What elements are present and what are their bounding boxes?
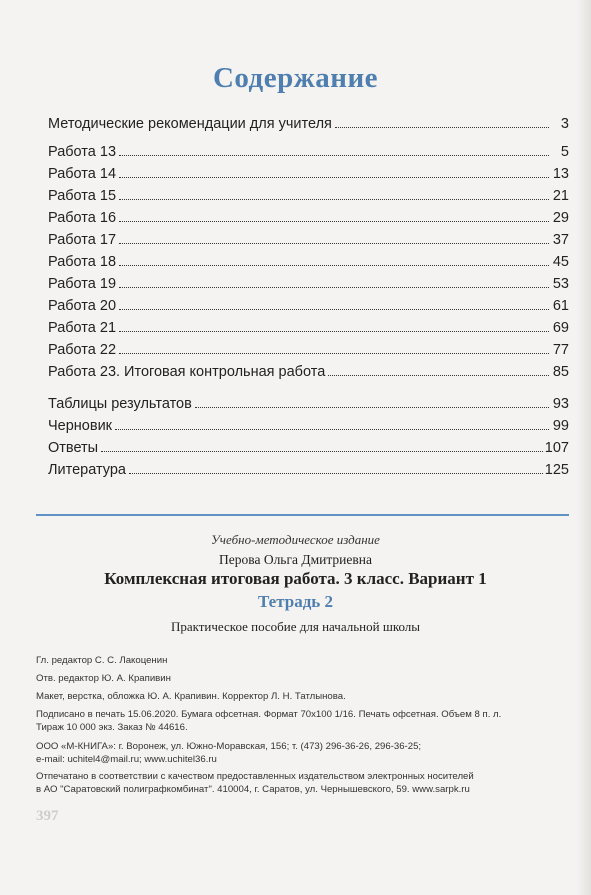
toc-entry-page-number: 99 — [552, 418, 569, 434]
imprint-block — [36, 708, 576, 734]
toc-entry-title: Работа 21 — [48, 320, 117, 336]
print-info-line-2: Тираж 10 000 экз. Заказ № 44616. — [36, 722, 188, 733]
toc-entry-page-number: 61 — [552, 298, 569, 314]
toc-entry-page-number: 45 — [552, 254, 569, 270]
toc-entry-title: Работа 19 — [48, 276, 117, 292]
toc-entry-page-number: 29 — [552, 210, 569, 226]
toc-entry — [48, 336, 569, 358]
contents-heading: Содержание — [212, 62, 379, 94]
book-title: Комплексная итоговая работа. 3 класс. Вариант 1 — [104, 569, 487, 588]
toc-entry — [48, 434, 569, 456]
author-name: Перова Ольга Дмитриевна — [219, 552, 372, 567]
dot-leader — [129, 473, 543, 474]
page-folio: 397 — [36, 808, 59, 824]
toc-entry-title: Работа 14 — [48, 166, 117, 182]
editor-in-chief: Гл. редактор С. С. Лакоценин — [36, 655, 168, 666]
toc-entry — [48, 248, 569, 270]
toc-entry-title: Работа 20 — [48, 298, 117, 314]
toc-entry-page-number: 5 — [560, 144, 569, 160]
toc-entry-page-number: 93 — [552, 396, 569, 412]
toc-entry-page-number: 37 — [552, 232, 569, 248]
dot-leader — [119, 287, 549, 288]
toc-entry — [48, 412, 569, 434]
toc-entry-title: Работа 22 — [48, 342, 117, 358]
toc-entry-page-number: 85 — [552, 364, 569, 380]
print-info-line-1: Подписано в печать 15.06.2020. Бумага офсетная. Формат 70х100 1/16. Печать офсетная. Объем 8 п. л. — [36, 709, 502, 720]
toc-entry — [48, 358, 569, 380]
dot-leader — [119, 155, 549, 156]
dot-leader — [101, 451, 543, 452]
notebook-number: Тетрадь 2 — [257, 592, 334, 611]
printer-info-line-1: Отпечатано в соответствии с качеством предоставленных издательством электронных носителей — [36, 771, 474, 782]
toc-entry-page-number: 3 — [560, 116, 569, 132]
publisher-contacts: e-mail: uchitel4@mail.ru; www.uchitel36.ru — [36, 754, 217, 765]
toc-entry — [48, 292, 569, 314]
dot-leader — [119, 265, 549, 266]
toc-entry-page-number: 125 — [544, 462, 569, 478]
toc-entry-title: Литература — [48, 462, 126, 478]
dot-leader — [328, 375, 549, 376]
toc-entry-page-number: 69 — [552, 320, 569, 336]
toc-entry-title: Работа 16 — [48, 210, 117, 226]
toc-entry-title: Работа 18 — [48, 254, 117, 270]
toc-entry — [48, 390, 569, 412]
toc-entry-page-number: 107 — [544, 440, 569, 456]
dot-leader — [119, 309, 549, 310]
dot-leader — [119, 353, 549, 354]
dot-leader — [119, 331, 549, 332]
toc-entry — [48, 138, 569, 160]
toc-entry-page-number: 21 — [552, 188, 569, 204]
toc-entry-title: Ответы — [48, 440, 99, 456]
toc-entry-title: Работа 15 — [48, 188, 117, 204]
toc-entry — [48, 182, 569, 204]
dot-leader — [115, 429, 549, 430]
section-divider — [36, 514, 569, 516]
toc-entry — [48, 270, 569, 292]
imprint-block — [36, 740, 576, 766]
dot-leader — [119, 221, 549, 222]
dot-leader — [335, 127, 549, 128]
imprint-block — [36, 672, 576, 685]
toc-entry-title: Работа 23. Итоговая контрольная работа — [48, 364, 326, 380]
imprint-block — [36, 690, 576, 703]
toc-entry — [48, 456, 569, 478]
dot-leader — [119, 199, 549, 200]
toc-entry — [48, 110, 569, 132]
toc-entry-title: Черновик — [48, 418, 113, 434]
dot-leader — [119, 243, 549, 244]
toc-entry-title: Работа 13 — [48, 144, 117, 160]
edition-type: Учебно-методическое издание — [211, 532, 380, 547]
toc-entry-page-number: 13 — [552, 166, 569, 182]
imprint-block — [36, 654, 576, 667]
publisher-address: ООО «М-КНИГА»: г. Воронеж, ул. Южно-Моравская, 156; т. (473) 296-36-26, 296-36-25; — [36, 741, 422, 752]
toc-entry-title: Таблицы результатов — [48, 396, 192, 412]
toc-entry — [48, 204, 569, 226]
dot-leader — [195, 407, 549, 408]
toc-entry-title: Работа 17 — [48, 232, 117, 248]
responsible-editor: Отв. редактор Ю. А. Крапивин — [36, 673, 171, 684]
book-subtitle: Практическое пособие для начальной школы — [170, 619, 421, 634]
printer-info-line-2: в АО "Саратовский полиграфкомбинат". 410004, г. Саратов, ул. Чернышевского, 59. www.sarpk.ru — [36, 784, 470, 795]
toc-entry-page-number: 53 — [552, 276, 569, 292]
imprint-block — [36, 770, 576, 796]
layout-credits: Макет, верстка, обложка Ю. А. Крапивин. Корректор Л. Н. Татлынова. — [36, 691, 346, 702]
toc-entry — [48, 160, 569, 182]
page-edge — [577, 0, 591, 895]
dot-leader — [119, 177, 549, 178]
toc-entry-page-number: 77 — [552, 342, 569, 358]
toc-entry-title: Методические рекомендации для учителя — [48, 116, 332, 132]
toc-entry — [48, 314, 569, 336]
toc-entry — [48, 226, 569, 248]
